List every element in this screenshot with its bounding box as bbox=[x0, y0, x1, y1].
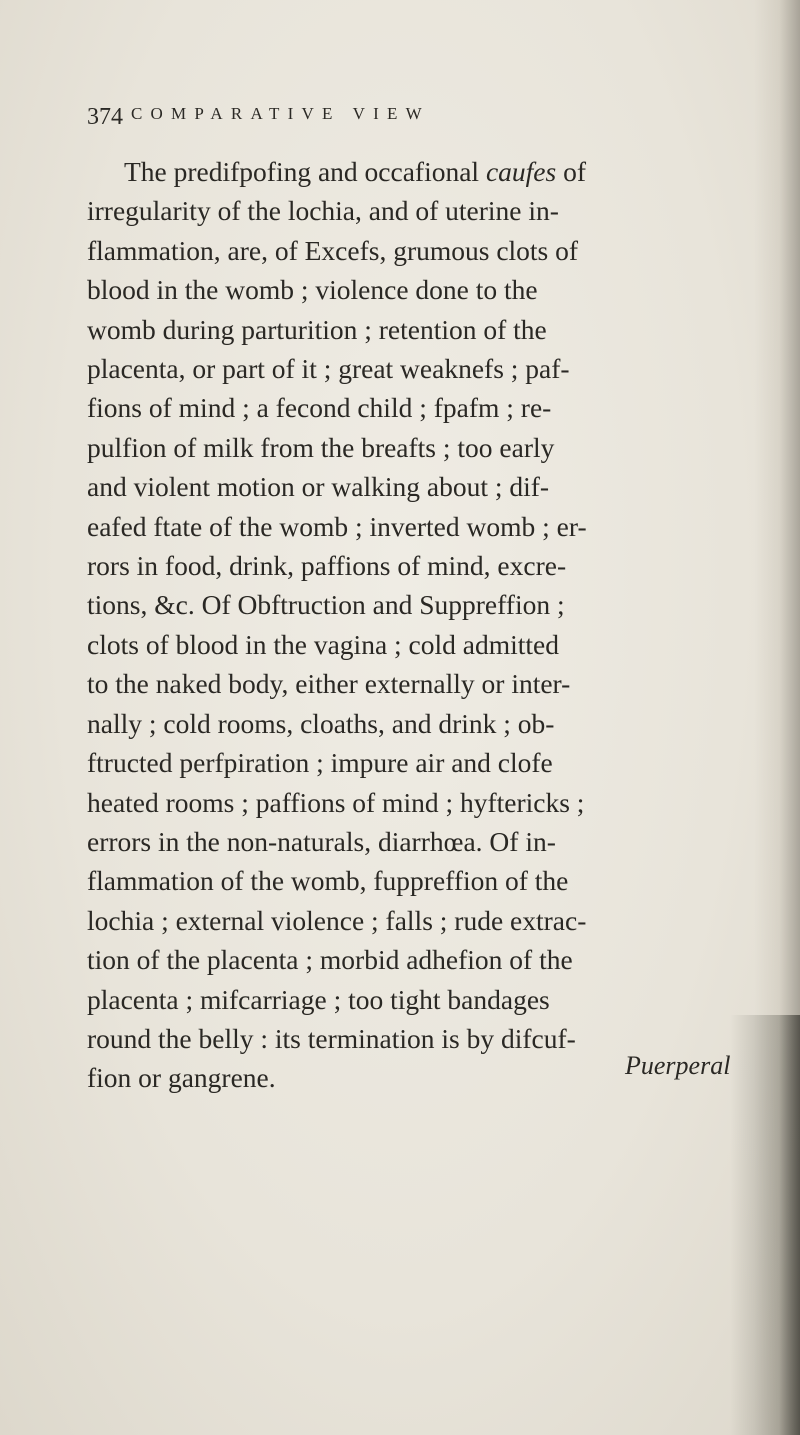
text-line: pulfion of milk from the breafts ; too early bbox=[87, 431, 555, 463]
text-line: eafed ftate of the womb ; inverted womb ; er- bbox=[87, 510, 587, 542]
text-line: to the naked body, either externally or inter- bbox=[87, 668, 571, 700]
running-head: COMPARATIVE VIEW bbox=[131, 104, 430, 123]
text-line: tion of the placenta ; morbid adhefion of the bbox=[87, 944, 573, 976]
text-line: irregularity of the lochia, and of uterine in- bbox=[87, 195, 559, 227]
text-line: round the belly : its termination is by difcuf- bbox=[87, 1022, 576, 1054]
text-line: placenta, or part of it ; great weaknefs ; paf- bbox=[87, 353, 570, 385]
text-segment: of bbox=[556, 156, 586, 187]
text-line: rors in food, drink, paffions of mind, excre- bbox=[87, 550, 567, 582]
text-line: nally ; cold rooms, cloaths, and drink ; ob- bbox=[87, 707, 555, 739]
text-line: blood in the womb ; violence done to the bbox=[87, 274, 538, 306]
body-paragraph bbox=[87, 152, 767, 1098]
text-line: flammation, are, of Excefs, grumous clots of bbox=[87, 234, 579, 266]
text-line: placenta ; mifcarriage ; too tight bandages bbox=[87, 983, 550, 1015]
text-line: lochia ; external violence ; falls ; rude extrac- bbox=[87, 904, 587, 936]
text-segment: The predifpofing and occafional bbox=[124, 156, 486, 187]
text-line: flammation of the womb, fuppreffion of the bbox=[87, 865, 569, 897]
text-line: errors in the non-naturals, diarrhœa. Of in- bbox=[87, 825, 556, 857]
page-header bbox=[87, 98, 727, 138]
text-line: ftructed perfpiration ; impure air and clofe bbox=[87, 747, 553, 779]
text-line bbox=[87, 152, 767, 191]
text-line: tions, &c. Of Obftruction and Suppreffion ; bbox=[87, 589, 565, 621]
text-line: womb during parturition ; retention of the bbox=[87, 313, 547, 345]
text-line: and violent motion or walking about ; dif- bbox=[87, 471, 550, 503]
page-number: 374 bbox=[87, 104, 123, 130]
text-line: clots of blood in the vagina ; cold admitted bbox=[87, 628, 559, 660]
text-line: heated rooms ; paffions of mind ; hyftericks ; bbox=[87, 786, 585, 818]
catchword: Puerperal bbox=[625, 1051, 731, 1080]
text-line: fions of mind ; a fecond child ; fpafm ; re- bbox=[87, 392, 552, 424]
italic-word: caufes bbox=[485, 156, 557, 187]
text-line: fion or gangrene. bbox=[87, 1062, 276, 1094]
